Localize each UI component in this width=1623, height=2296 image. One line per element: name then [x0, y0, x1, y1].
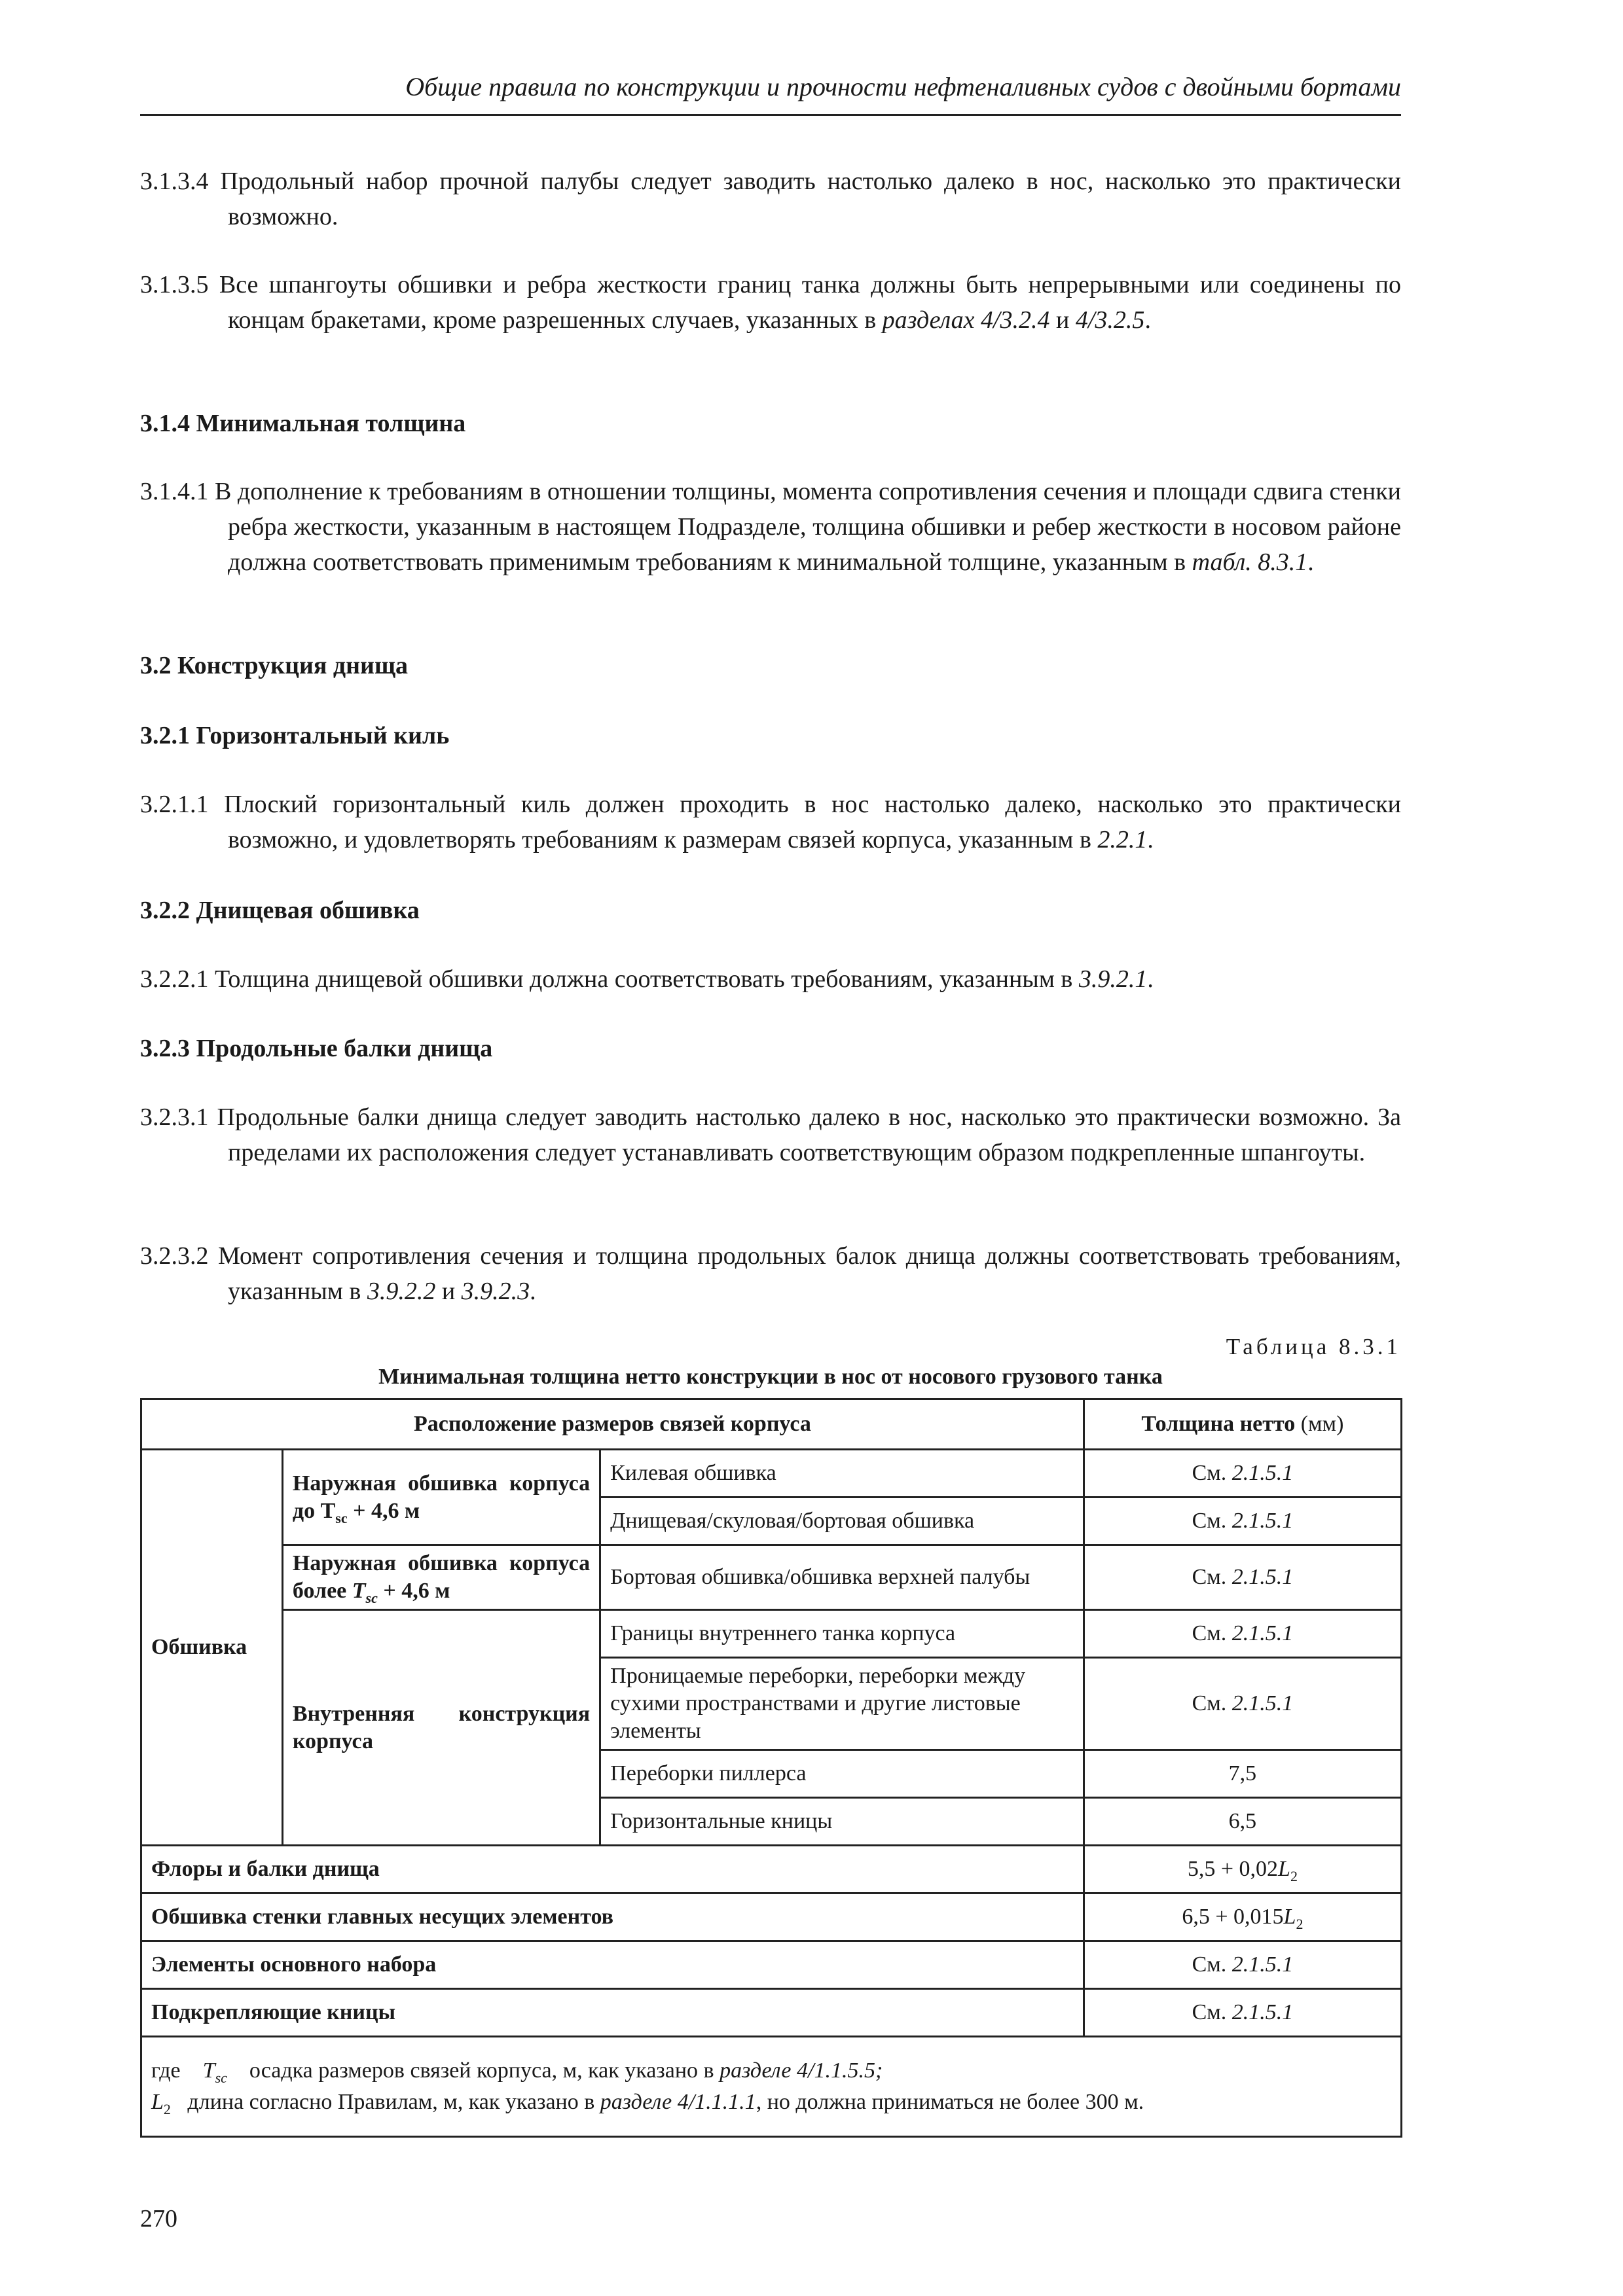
note-text: осадка размеров связей корпуса, м, как указано в	[249, 2058, 720, 2083]
paragraph-text: Толщина днищевой обшивки должна соответствовать требованиям, указанным в	[215, 965, 1079, 993]
section-reference: разделе 4/1.1.5.5;	[720, 2058, 883, 2083]
paragraph-number: 3.1.4.1	[140, 478, 209, 505]
section-reference: 2.1.5.1	[1231, 2000, 1294, 2024]
formula-text: 5,5 + 0,02	[1187, 1857, 1279, 1881]
section-reference: 2.1.5.1	[1231, 1952, 1294, 1977]
row-value	[1084, 1498, 1401, 1545]
section-reference: 2.1.5.1	[1231, 1621, 1294, 1645]
paragraph-end: .	[1147, 965, 1154, 993]
subscript: sc	[215, 2070, 227, 2086]
paragraph-3-2-2-1	[140, 961, 1401, 997]
note-text: длина согласно Правилам, м, как указано в	[187, 2090, 600, 2114]
paragraph-end: .	[1307, 548, 1314, 576]
heading-3-2-1: 3.2.1 Горизонтальный киль	[140, 722, 450, 749]
note-tsc	[151, 2055, 1391, 2087]
table-row	[141, 1610, 1402, 1658]
heading-3-1-4: 3.1.4 Минимальная толщина	[140, 410, 466, 437]
paragraph-text: Все шпангоуты обшивки и ребра жесткости границ танка должны быть непрерывными или соединены по концам бракетами, кроме разрешенных случаев, указанных в	[219, 271, 1402, 334]
paragraph-3-1-4-1	[140, 474, 1401, 580]
header-thickness	[1084, 1399, 1401, 1450]
group-plating: Обшивка	[141, 1450, 283, 1846]
page-number: 270	[140, 2205, 177, 2233]
table-row	[141, 1989, 1402, 2037]
paragraph-text: Продольные балки днища следует заводить настолько далеко в нос, насколько это практически возможно. За пределами их расположения следует устанавливать соответствующим образом подкрепленные шпангоуты.	[217, 1103, 1402, 1166]
subgroup-outer-shell-high	[282, 1545, 600, 1610]
paragraph-end: .	[530, 1278, 536, 1305]
table-title: Минимальная толщина нетто конструкции в нос от носового грузового танка	[378, 1365, 1163, 1389]
section-reference: 3.9.2.2	[367, 1278, 436, 1305]
paragraph-3-1-3-5	[140, 267, 1401, 338]
section-reference: 4/3.2.5	[1075, 306, 1145, 334]
table-row	[141, 1846, 1402, 1893]
paragraph-3-1-3-4	[140, 164, 1401, 234]
header-thickness-unit: (мм)	[1295, 1412, 1344, 1436]
subgroup-label: Наружная обшивка корпуса до T	[292, 1471, 591, 1523]
table-reference: табл. 8.3.1	[1192, 548, 1308, 576]
row-value	[1084, 1846, 1401, 1893]
row-label: Бортовая обшивка/обшивка верхней палубы	[600, 1545, 1084, 1610]
heading-3-2: 3.2 Конструкция днища	[140, 652, 409, 679]
subgroup-inner-hull: Внутренняя конструкция корпуса	[282, 1610, 600, 1846]
subscript: 2	[1296, 1916, 1304, 1932]
paragraph-number: 3.2.1.1	[140, 791, 209, 818]
row-value	[1084, 1941, 1401, 1989]
paragraph-3-2-3-1	[140, 1100, 1401, 1170]
row-label: Обшивка стенки главных несущих элементов	[141, 1893, 1084, 1941]
paragraph-text: Момент сопротивления сечения и толщина продольных балок днища должны соответствовать требованиям, указанным в	[218, 1242, 1401, 1305]
subgroup-label-end: + 4,6 м	[347, 1498, 420, 1523]
row-value	[1084, 1658, 1401, 1750]
row-label: Флоры и балки днища	[141, 1846, 1084, 1893]
table-row	[141, 1941, 1402, 1989]
subgroup-outer-shell-low	[282, 1450, 600, 1545]
table-row	[141, 1450, 1402, 1498]
table-notes	[141, 2037, 1402, 2137]
table-row	[141, 1893, 1402, 1941]
thickness-table	[140, 1398, 1402, 2138]
header-thickness-label: Толщина нетто	[1141, 1412, 1296, 1436]
see-label: См.	[1192, 2000, 1227, 2024]
variable-symbol: L	[151, 2090, 164, 2114]
paragraph-text: В дополнение к требованиям в отношении толщины, момента сопротивления сечения и площади сдвига стенки ребра жесткости, указанным в настоящем Подразделе, толщина обшивки и ребер жесткости в носовом районе должна соответствовать применимым требованиям к минимальной толщине, указанным в	[215, 478, 1401, 576]
paragraph-number: 3.1.3.4	[140, 168, 209, 195]
row-value: 6,5	[1084, 1798, 1401, 1846]
paragraph-3-2-1-1	[140, 787, 1401, 857]
see-label: См.	[1192, 1691, 1227, 1715]
paragraph-text: Продольный набор прочной палубы следует заводить настолько далеко в нос, насколько это практически возможно.	[220, 168, 1401, 230]
formula-text: 6,5 + 0,015	[1182, 1905, 1284, 1929]
subscript: 2	[163, 2101, 171, 2117]
paragraph-number: 3.2.3.2	[140, 1242, 209, 1270]
note-l2	[151, 2087, 1391, 2118]
variable-symbol: L	[1278, 1857, 1290, 1881]
see-label: См.	[1192, 1565, 1227, 1589]
see-label: См.	[1192, 1621, 1227, 1645]
row-label: Элементы основного набора	[141, 1941, 1084, 1989]
paragraph-number: 3.2.2.1	[140, 965, 209, 993]
row-value	[1084, 1545, 1401, 1610]
section-reference: разделах 4/3.2.4	[882, 306, 1050, 334]
row-value	[1084, 1989, 1401, 2037]
row-value: 7,5	[1084, 1750, 1401, 1798]
row-label: Переборки пиллерса	[600, 1750, 1084, 1798]
subgroup-label: Наружная обшивка корпуса более	[292, 1551, 591, 1603]
row-label: Подкрепляющие кницы	[141, 1989, 1084, 2037]
row-value	[1084, 1450, 1401, 1498]
variable-symbol: L	[1283, 1905, 1296, 1929]
variable-symbol: T	[202, 2058, 215, 2083]
paragraph-3-2-3-2	[140, 1238, 1401, 1309]
section-reference: 2.1.5.1	[1231, 1509, 1294, 1533]
subgroup-label-end: + 4,6 м	[377, 1579, 450, 1603]
conjunction-text: и	[1049, 306, 1076, 334]
section-reference: 2.1.5.1	[1231, 1461, 1294, 1485]
header-location: Расположение размеров связей корпуса	[141, 1399, 1084, 1450]
row-label: Границы внутреннего танка корпуса	[600, 1610, 1084, 1658]
heading-3-2-3: 3.2.3 Продольные балки днища	[140, 1035, 493, 1062]
section-reference: 2.1.5.1	[1231, 1691, 1294, 1715]
subscript: sc	[365, 1590, 378, 1606]
see-label: См.	[1192, 1952, 1227, 1977]
paragraph-text: Плоский горизонтальный киль должен проходить в нос настолько далеко, насколько это практически возможно, и удовлетворять требованиям к размерам связей корпуса, указанным в	[224, 791, 1401, 853]
row-value	[1084, 1893, 1401, 1941]
see-label: См.	[1192, 1509, 1227, 1533]
variable-symbol: T	[352, 1579, 366, 1603]
section-reference: разделе 4/1.1.1.1	[600, 2090, 756, 2114]
section-reference: 2.1.5.1	[1231, 1565, 1294, 1589]
section-reference: 3.9.2.1	[1078, 965, 1148, 993]
note-where: где	[151, 2058, 181, 2083]
row-label: Горизонтальные кницы	[600, 1798, 1084, 1846]
table-header-row	[141, 1399, 1402, 1450]
conjunction-text: и	[435, 1278, 462, 1305]
header-divider	[140, 114, 1401, 116]
note-end: , но должна приниматься не более 300 м.	[756, 2090, 1144, 2114]
table-row	[141, 1545, 1402, 1610]
row-value	[1084, 1610, 1401, 1658]
row-label: Килевая обшивка	[600, 1450, 1084, 1498]
paragraph-number: 3.1.3.5	[140, 271, 209, 298]
subscript: sc	[335, 1509, 348, 1526]
running-header: Общие правила по конструкции и прочности нефтеналивных судов с двойными бортами	[405, 72, 1401, 101]
row-label: Днищевая/скуловая/бортовая обшивка	[600, 1498, 1084, 1545]
table-number: Таблица 8.3.1	[1226, 1334, 1401, 1359]
subscript: 2	[1290, 1868, 1298, 1884]
row-label: Проницаемые переборки, переборки между сухими пространствами и другие листовые элементы	[600, 1658, 1084, 1750]
see-label: См.	[1192, 1461, 1227, 1485]
heading-3-2-2: 3.2.2 Днищевая обшивка	[140, 897, 420, 924]
table-notes-row	[141, 2037, 1402, 2137]
paragraph-end: .	[1147, 826, 1154, 853]
section-reference: 2.2.1	[1097, 826, 1148, 853]
section-reference: 3.9.2.3	[461, 1278, 530, 1305]
paragraph-number: 3.2.3.1	[140, 1103, 209, 1131]
paragraph-end: .	[1144, 306, 1151, 334]
